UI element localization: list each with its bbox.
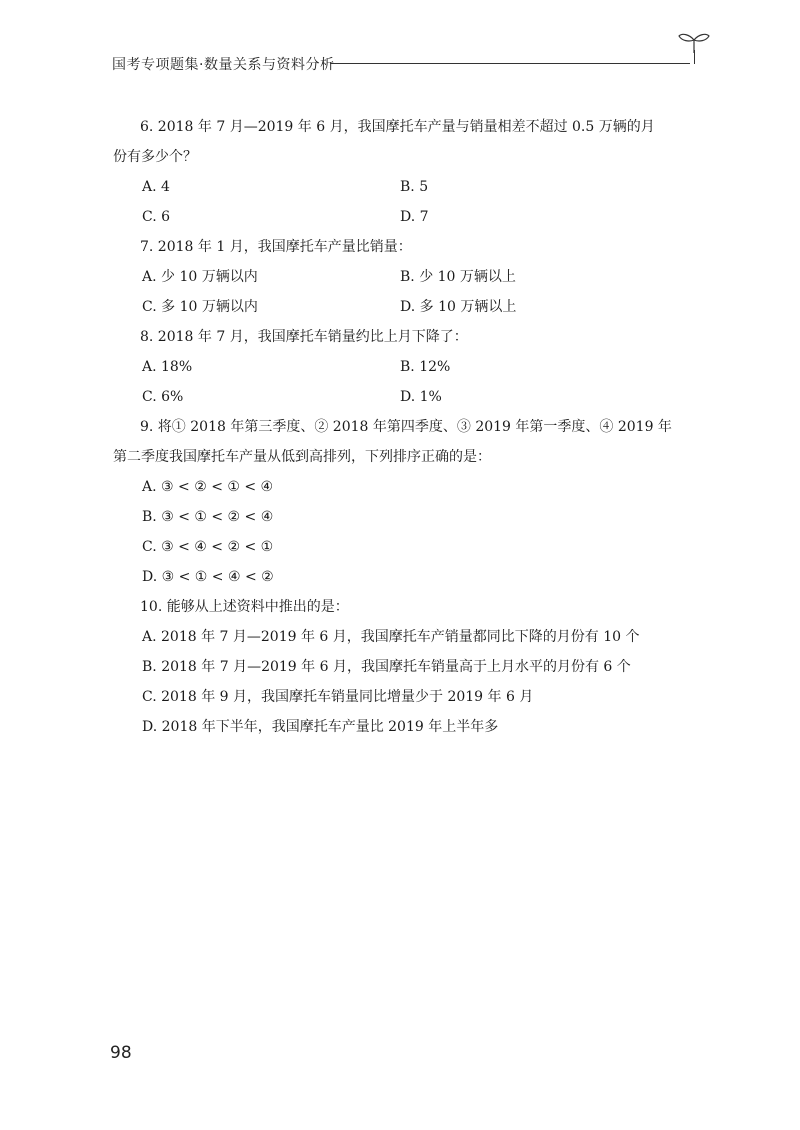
option-9b[interactable]: B. ③ < ① < ② < ④ [142, 509, 274, 525]
option-9d[interactable]: D. ③ < ① < ④ < ② [142, 569, 274, 585]
option-6a[interactable]: A. 4 [142, 179, 170, 195]
question-10-stem: 10. 能够从上述资料中推出的是： [140, 599, 349, 615]
option-6c[interactable]: C. 6 [142, 209, 171, 225]
question-7 [140, 232, 720, 322]
option-7c[interactable]: C. 多 10 万辆以内 [142, 299, 258, 315]
option-6b[interactable]: B. 5 [400, 179, 429, 195]
option-7b[interactable]: B. 少 10 万辆以上 [400, 269, 516, 285]
option-7a[interactable]: A. 少 10 万辆以内 [142, 269, 258, 285]
question-6-options-row-1 [140, 172, 720, 202]
option-10d[interactable]: D. 2018 年下半年，我国摩托车产量比 2019 年上半年多 [142, 719, 499, 735]
question-6 [113, 112, 720, 232]
question-7-stem: 7. 2018 年 1 月，我国摩托车产量比销量： [140, 239, 412, 255]
question-10 [140, 592, 720, 742]
question-8-stem: 8. 2018 年 7 月，我国摩托车销量约比上月下降了： [140, 329, 468, 345]
question-7-options-row-2 [140, 292, 720, 322]
option-10a[interactable]: A. 2018 年 7 月—2019 年 6 月，我国摩托车产销量都同比下降的月份有 10 个 [142, 629, 640, 645]
option-6d[interactable]: D. 7 [400, 209, 429, 225]
question-8 [140, 322, 720, 412]
question-8-options-row-2 [140, 382, 720, 412]
question-9-stem: 9. 将① 2018 年第三季度、② 2018 年第四季度、③ 2019 年第一季度、④ 2019 年 [140, 419, 672, 435]
option-10b[interactable]: B. 2018 年 7 月—2019 年 6 月，我国摩托车销量高于上月水平的月份有 6 个 [142, 659, 631, 675]
question-9 [113, 412, 720, 592]
question-6-stem: 6. 2018 年 7 月—2019 年 6 月，我国摩托车产量与销量相差不超过 0.5 万辆的月 [140, 119, 655, 135]
question-7-options-row-1 [140, 262, 720, 292]
page-header [0, 0, 800, 80]
option-8b[interactable]: B. 12% [400, 359, 451, 375]
option-8d[interactable]: D. 1% [400, 389, 442, 405]
option-9a[interactable]: A. ③ < ② < ① < ④ [142, 479, 274, 495]
question-9-stem-cont: 第二季度我国摩托车产量从低到高排列，下列排序正确的是： [113, 449, 491, 465]
option-7d[interactable]: D. 多 10 万辆以上 [400, 299, 517, 315]
running-header-title: 国考专项题集·数量关系与资料分析 [112, 57, 335, 73]
option-9c[interactable]: C. ③ < ④ < ② < ① [142, 539, 274, 555]
question-8-options-row-1 [140, 352, 720, 382]
sprout-icon [677, 30, 711, 54]
question-6-options-row-2 [140, 202, 720, 232]
option-10c[interactable]: C. 2018 年 9 月，我国摩托车销量同比增量少于 2019 年 6 月 [142, 689, 534, 705]
question-6-stem-cont: 份有多少个？ [113, 149, 197, 165]
question-list [113, 112, 720, 742]
header-rule [330, 63, 690, 64]
option-8c[interactable]: C. 6% [142, 389, 184, 405]
option-8a[interactable]: A. 18% [142, 359, 193, 375]
page-number: 98 [110, 1043, 132, 1063]
